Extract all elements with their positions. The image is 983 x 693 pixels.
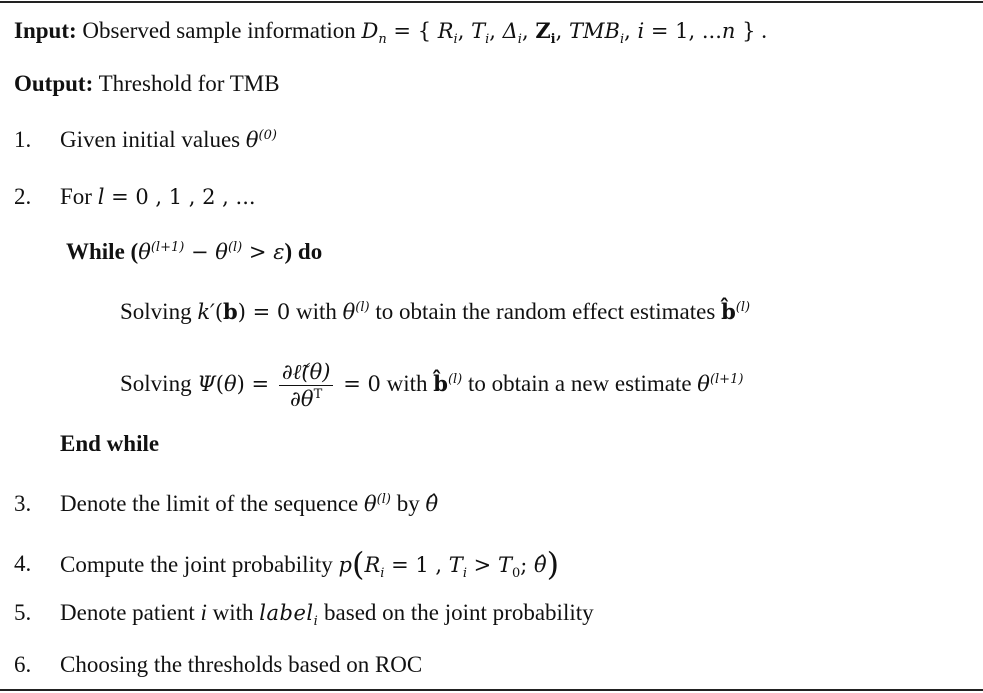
step-5-number: 5.: [14, 600, 32, 625]
step-1-number: 1.: [14, 127, 32, 152]
solve-line-1: Solving k′(b) = 0 with $\theta^{(l)}$ to obtain the random effect estimates b̂$^{(l)}$: [120, 299, 751, 324]
end-while-line: [60, 430, 159, 458]
solve-1-mid: with: [295, 299, 337, 324]
input-period: .: [761, 18, 767, 43]
input-line: [14, 17, 767, 48]
input-label: Input:: [14, 18, 77, 43]
step-6: [60, 651, 422, 679]
step-2-number: 2.: [14, 184, 32, 209]
step-5: Denote patient i with label$_i$ based on the joint probability: [60, 600, 594, 630]
step-5-italic-i: i: [200, 600, 207, 625]
bottom-rule: [0, 689, 983, 691]
solve-2-prefix: Solving: [120, 371, 192, 396]
output-line: [14, 70, 280, 98]
step-5-text2: with: [212, 600, 254, 625]
step-5-label-word: label: [259, 601, 314, 625]
output-text: Threshold for TMB: [98, 71, 280, 96]
step-2-text: For: [60, 184, 92, 209]
solve-1-suffix: to obtain the random effect estimates: [375, 299, 716, 324]
solve-2-suffix: to obtain a new estimate: [468, 371, 692, 396]
output-label: Output:: [14, 71, 94, 96]
step-6-number: 6.: [14, 652, 32, 677]
step-1: Given initial values $\theta^{(0)}$: [60, 127, 277, 152]
end-while-keyword: End while: [60, 431, 160, 456]
step-6-text: Choosing the thresholds based on ROC: [60, 652, 423, 677]
do-keyword: do: [297, 239, 323, 264]
partial-fraction: $\frac{\text{∂ℓ̃(θ)}}{\partial\theta^T}$: [279, 359, 334, 412]
while-line: While $(\theta^{(l+1)} - \theta^{(l)} > \varepsilon)$ do: [66, 239, 323, 264]
step-5-text3: based on the joint probability: [324, 600, 594, 625]
step-3-number: 3.: [14, 491, 32, 516]
step-3: Denote the limit of the sequence $\theta^{(l)}$ by θ̂: [60, 491, 439, 516]
step-4-number: 4.: [14, 551, 32, 576]
step-3-text: Denote the limit of the sequence: [60, 491, 359, 516]
solve-line-2: Solving Ψ(θ) = $\frac{\text{∂ℓ̃(θ)}}{\partial\theta^T}$ = 0 with b̂$^{(l)}$ to obtain a new estimate $\theta^{(l+1)}$: [120, 360, 744, 412]
step-4: Compute the joint probability $p(R_i = 1$ , $T_i > T_0$; θ̂): [60, 545, 560, 583]
input-text: Observed sample information: [82, 18, 356, 43]
step-1-text: Given initial values: [60, 127, 241, 152]
step-2: For l = 0 , 1 , 2 , ...: [60, 184, 256, 209]
input-formula: $D_n$ = { $R_i$, $T_i$, $\Delta_i$, $Z_i$, $TMB_i$, i = 1, ...n }: [361, 18, 756, 48]
step-3-text2: by: [396, 491, 420, 516]
step-4-text: Compute the joint probability: [60, 552, 333, 577]
while-keyword: While: [66, 239, 125, 264]
solve-1-prefix: Solving: [120, 299, 192, 324]
top-rule: [0, 1, 983, 3]
step-5-text: Denote patient: [60, 600, 195, 625]
solve-2-mid: with: [386, 371, 428, 396]
